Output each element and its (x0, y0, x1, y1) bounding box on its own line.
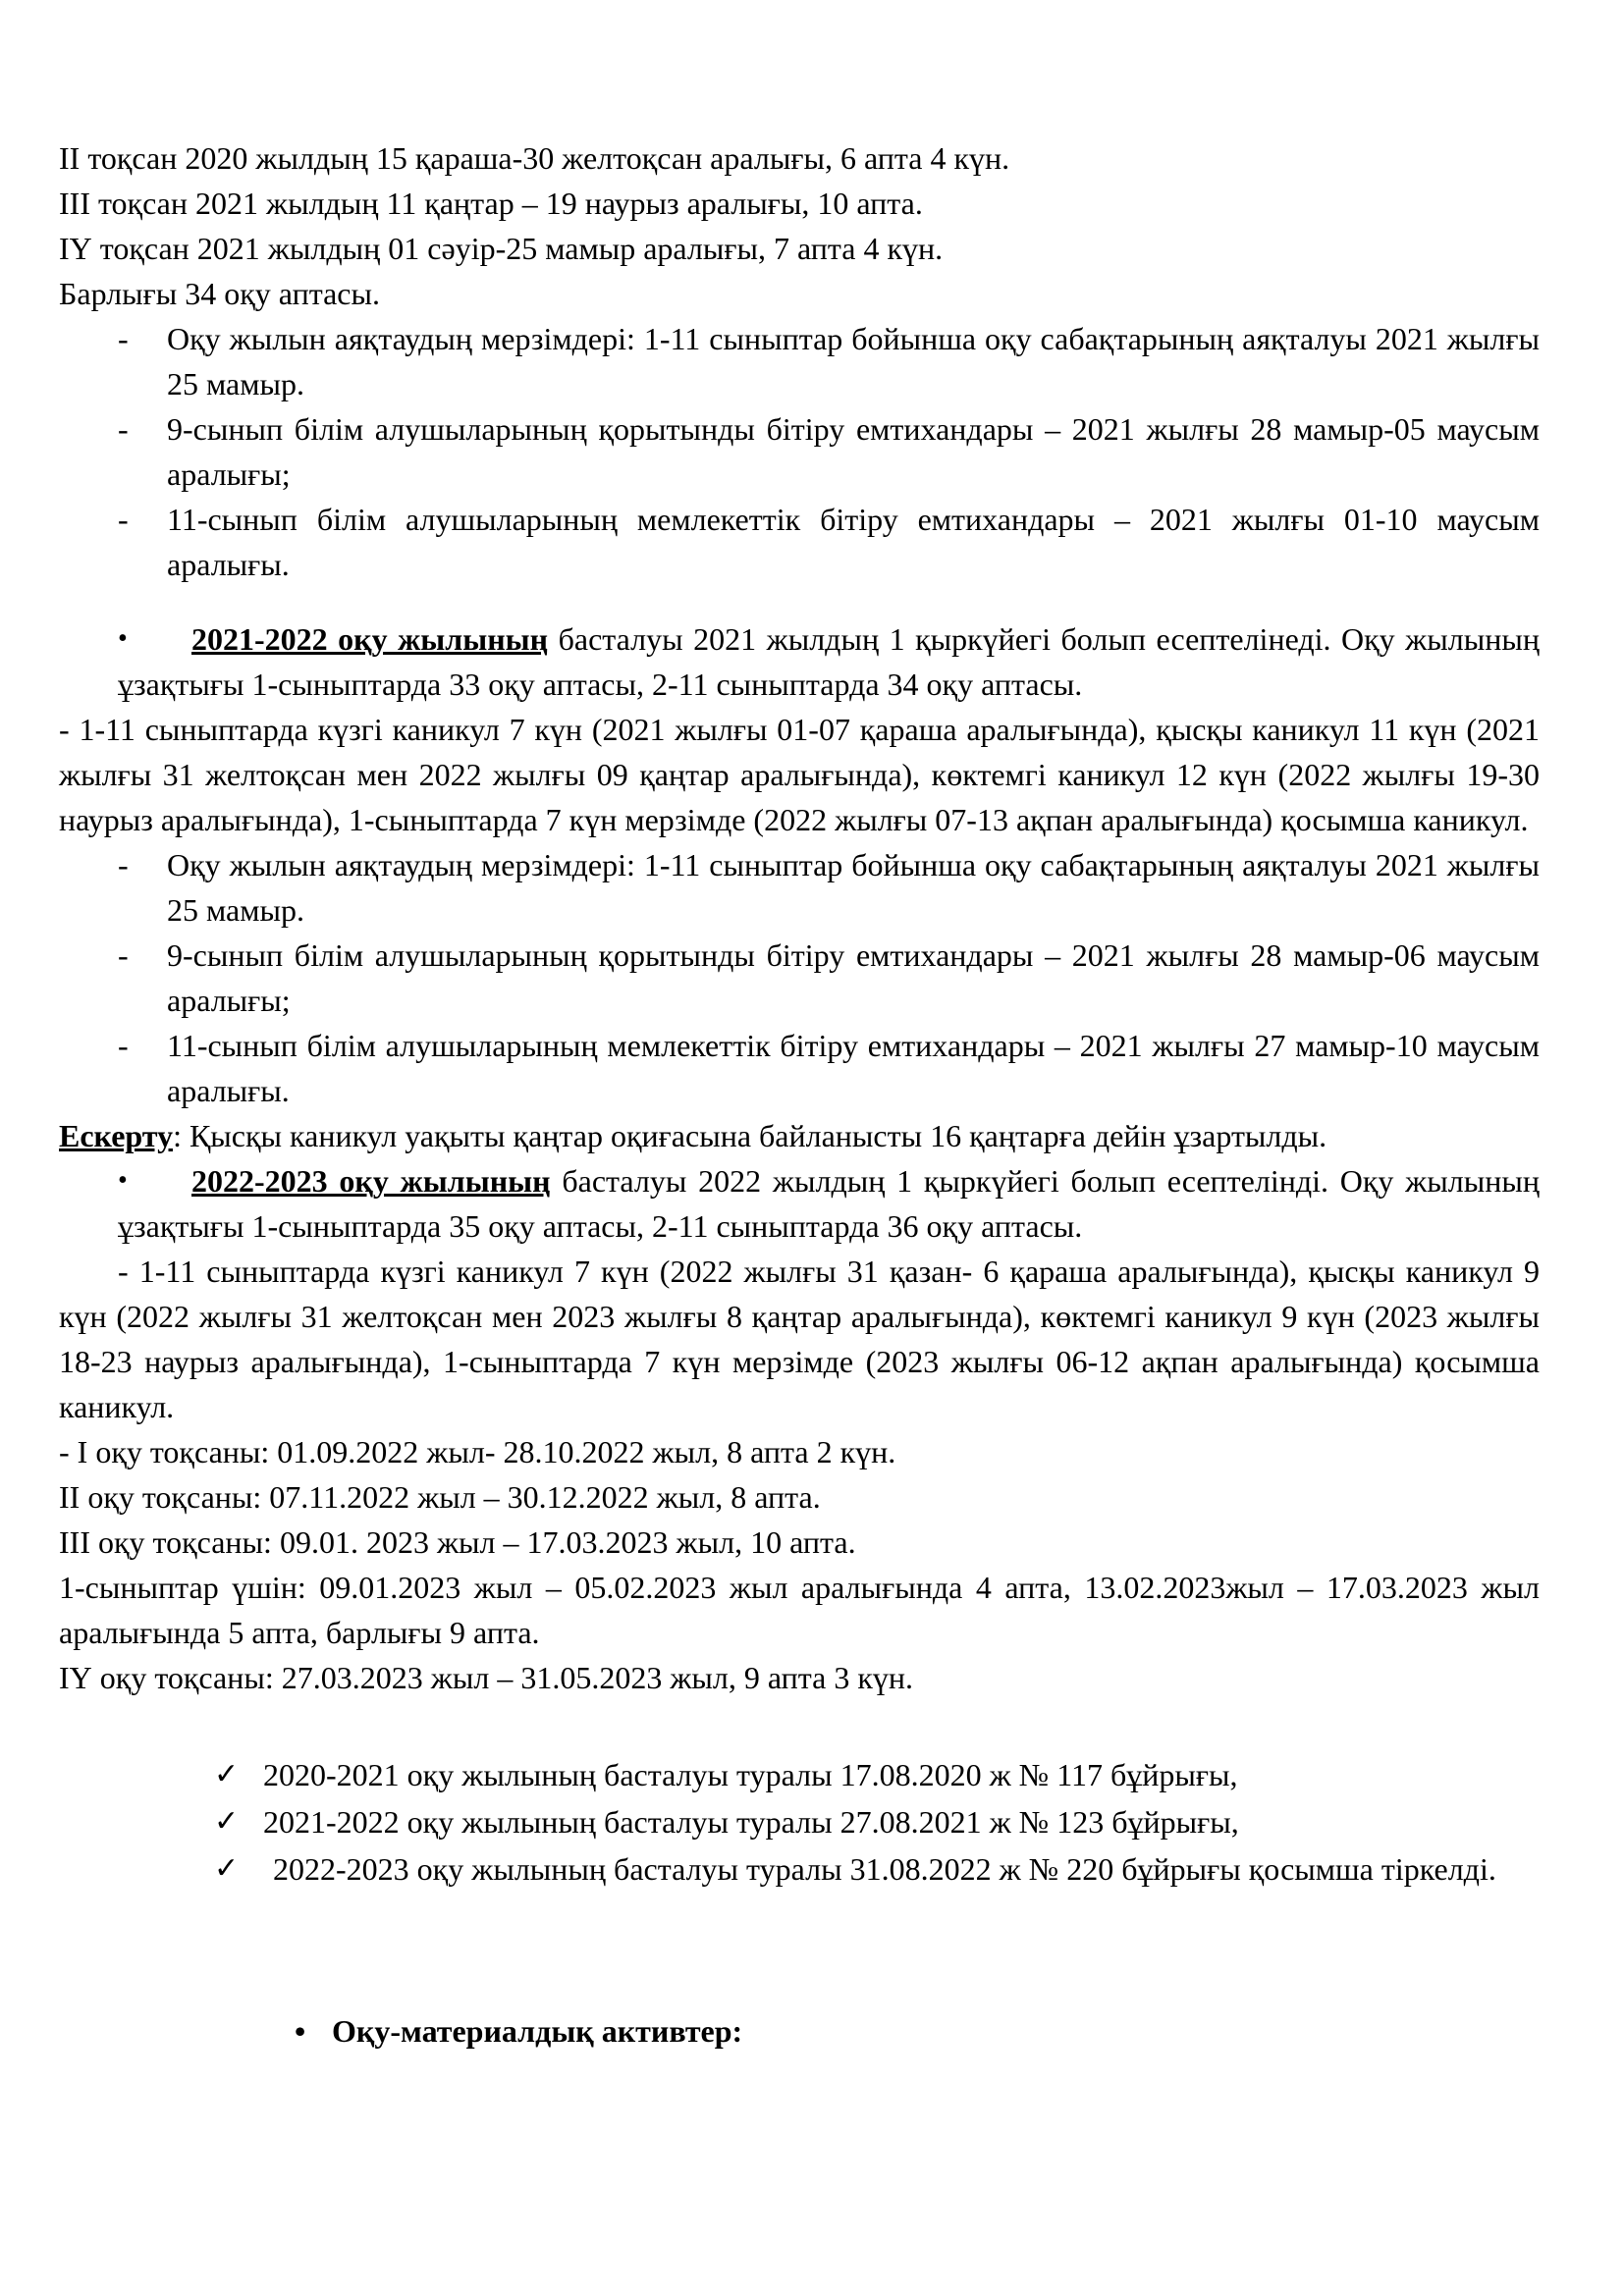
order-item (59, 1751, 1540, 1798)
year-2021-text: басталуы 2021 жылдың 1 қыркүйегі болып есептелінеді. Оқу жылының ұзақтығы 1-сыныптарда 33 оқу аптасы, 2-11 сыныптарда 34 оқу аптасы. (118, 621, 1540, 702)
year-2022-paragraph (59, 1158, 1540, 1249)
order-text: 2020-2021 оқу жылының басталуы туралы 17.08.2020 ж № 117 бұйрығы, (263, 1757, 1238, 1792)
year-2021-holidays: - 1-11 сыныптарда күзгі каникул 7 күн (2021 жылғы 01-07 қараша аралығында), қысқы каникул 11 күн (2021 жылғы 31 желтоқсан мен 2022 жылғы 09 қаңтар аралығында), көктемгі каникул 12 күн (2022 жылғы 19-30 наурыз аралығында), 1-сыныптарда 7 күн мерзімде (2022 жылғы 07-13 ақпан аралығында) қосымша каникул. (59, 712, 1540, 837)
year-2022-holidays: - 1-11 сыныптарда күзгі каникул 7 күн (2022 жылғы 31 қазан- 6 қараша аралығында), қысқы каникул 9 күн (2022 жылғы 31 желтоқсан мен 2023 жылғы 8 қаңтар аралығында), көктемгі каникул 9 күн (2023 жылғы 18-23 наурыз аралығында), 1-сыныптарда 7 күн мерзімде (2023 жылғы 06-12 ақпан аралығында) қосымша каникул. (59, 1254, 1540, 1424)
list-item-text: Оқу жылын аяқтаудың мерзімдері: 1-11 сыныптар бойынша оқу сабақтарының аяқталуы 2021 жылғы 25 мамыр. (167, 847, 1540, 928)
quarter-3-line: ІІІ тоқсан 2021 жылдың 11 қаңтар – 19 наурыз аралығы, 10 апта. (59, 186, 923, 221)
order-text: 2022-2023 оқу жылының басталуы туралы 31.08.2022 ж № 220 бұйрығы қосымша тіркелді. (273, 1851, 1496, 1887)
dash-marker: - (118, 1028, 129, 1063)
dash-marker: - (118, 847, 129, 882)
bullet-marker: • (118, 623, 128, 654)
quarter-line: ІҮ оқу тоқсаны: 27.03.2023 жыл – 31.05.2023 жыл, 9 апта 3 күн. (59, 1660, 914, 1695)
year-2022-heading: 2022-2023 оқу жылының (191, 1163, 551, 1199)
order-text: 2021-2022 оқу жылының басталуы туралы 27.08.2021 ж № 123 бұйрығы, (263, 1804, 1239, 1840)
list-item-text: 9-сынып білім алушыларының қорытынды бітіру емтихандары – 2021 жылғы 28 мамыр-06 маусым аралығы; (167, 937, 1540, 1018)
note-label: Ескерту (59, 1118, 174, 1153)
quarter-4-line: ІҮ тоқсан 2021 жылдың 01 сәуір-25 мамыр аралығы, 7 апта 4 күн. (59, 231, 944, 266)
year-2021-heading: 2021-2022 оқу жылының (191, 621, 549, 657)
note-text: : Қысқы каникул уақыты қаңтар оқиғасына байланысты 16 қаңтарға дейін ұзартылды. (173, 1118, 1327, 1153)
list-item-text: 9-сынып білім алушыларының қорытынды бітіру емтихандары – 2021 жылғы 28 мамыр-05 маусым аралығы; (167, 411, 1540, 492)
document-page (59, 135, 1540, 2054)
list-item (59, 1023, 1540, 1113)
year-2021-paragraph (59, 616, 1540, 707)
dash-marker: - (118, 321, 129, 356)
check-icon: ✓ (214, 1852, 240, 1885)
order-item (59, 1798, 1540, 1845)
bullet-marker: • (295, 2013, 306, 2049)
check-icon: ✓ (214, 1758, 240, 1790)
dash-marker: - (118, 411, 129, 447)
quarter-line: - І оқу тоқсаны: 01.09.2022 жыл- 28.10.2022 жыл, 8 апта 2 күн. (59, 1434, 896, 1469)
section-heading-text: Оқу-материалдық активтер: (332, 2013, 743, 2049)
note-paragraph (59, 1113, 1540, 1158)
total-weeks-line: Барлығы 34 оқу аптасы. (59, 276, 380, 311)
quarter-line: ІІ оқу тоқсаны: 07.11.2022 жыл – 30.12.2022 жыл, 8 апта. (59, 1479, 821, 1515)
quarter-line: ІІІ оқу тоқсаны: 09.01. 2023 жыл – 17.03.2023 жыл, 10 апта. (59, 1524, 856, 1560)
list-item-text: 11-сынып білім алушыларының мемлекеттік бітіру емтихандары – 2021 жылғы 01-10 маусым аралығы. (167, 502, 1540, 582)
order-item (59, 1845, 1540, 1893)
list-item (59, 497, 1540, 587)
dash-marker: - (118, 502, 129, 537)
list-item (59, 316, 1540, 406)
list-item (59, 406, 1540, 497)
quarter-2-line: ІІ тоқсан 2020 жылдың 15 қараша-30 желтоқсан аралығы, 6 апта 4 күн. (59, 140, 1010, 176)
check-icon: ✓ (214, 1805, 240, 1838)
list-item (59, 933, 1540, 1023)
list-item-text: Оқу жылын аяқтаудың мерзімдері: 1-11 сыныптар бойынша оқу сабақтарының аяқталуы 2021 жылғы 25 мамыр. (167, 321, 1540, 401)
bullet-marker: • (118, 1165, 128, 1196)
first-grade-quarter-line: 1-сыныптар үшін: 09.01.2023 жыл – 05.02.2023 жыл аралығында 4 апта, 13.02.2023жыл – 17.03.2023 жыл аралығында 5 апта, барлығы 9 апта. (59, 1570, 1540, 1650)
dash-marker: - (118, 937, 129, 973)
list-item-text: 11-сынып білім алушыларының мемлекеттік бітіру емтихандары – 2021 жылғы 27 мамыр-10 маусым аралығы. (167, 1028, 1540, 1108)
year-2022-text: басталуы 2022 жылдың 1 қыркүйегі болып есептелінді. Оқу жылының ұзақтығы 1-сыныптарда 35 оқу аптасы, 2-11 сыныптарда 36 оқу аптасы. (118, 1163, 1541, 1244)
section-heading (59, 2008, 1540, 2054)
list-item (59, 842, 1540, 933)
